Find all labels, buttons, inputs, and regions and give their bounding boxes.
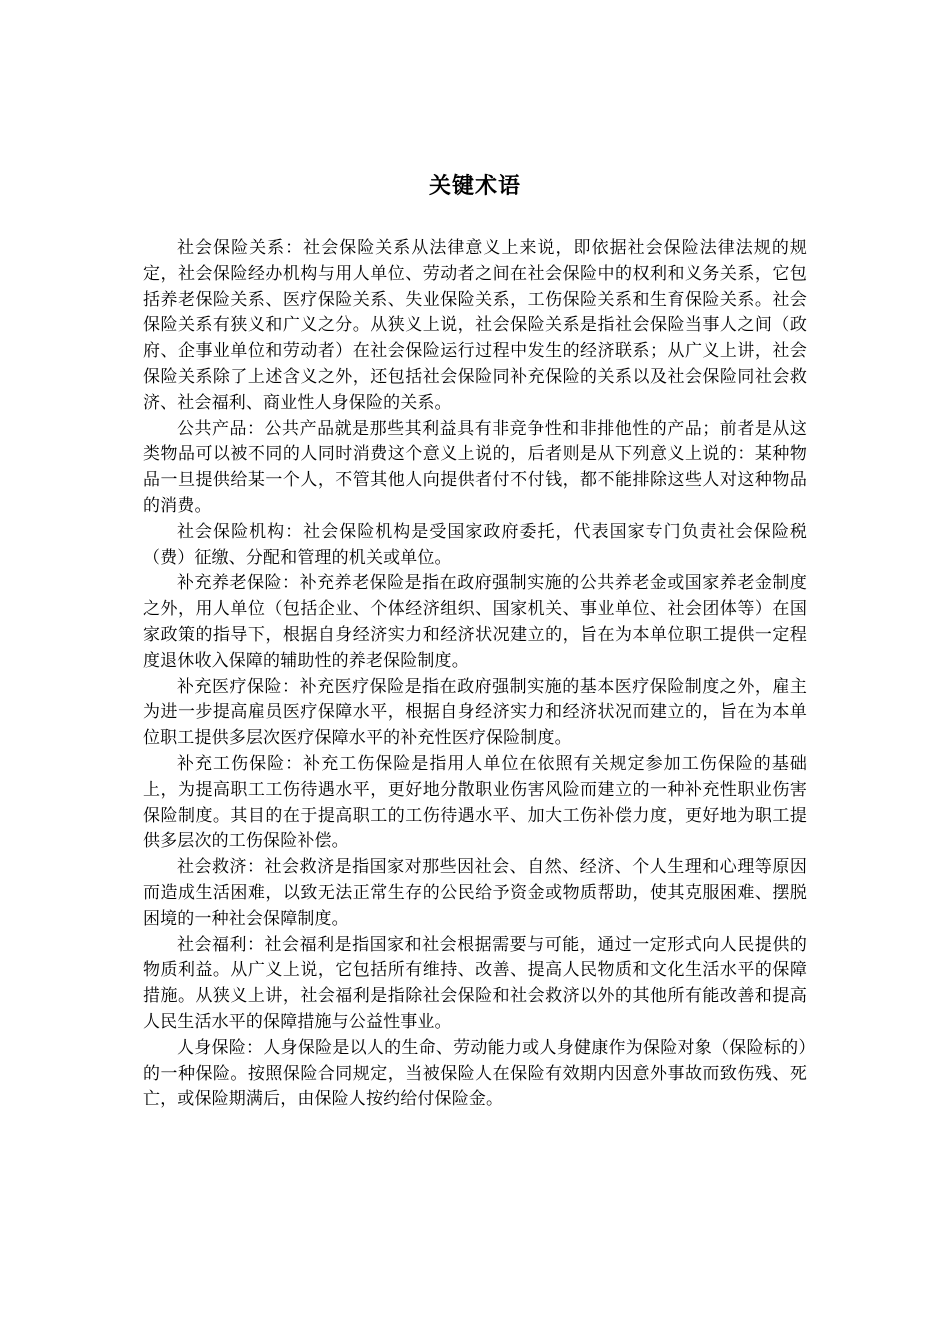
paragraph-social-relief: 社会救济：社会救济是指国家对那些因社会、自然、经济、个人生理和心理等原因而造成生活困难，以致无法正常生存的公民给予资金或物质帮助，使其克服困难、摆脱困境的一种社会保障制度。	[143, 857, 807, 929]
paragraph-supplementary-medical: 补充医疗保险：补充医疗保险是指在政府强制实施的基本医疗保险制度之外，雇主为进一步提高雇员医疗保障水平，根据自身经济实力和经济状况而建立的，旨在为本单位职工提供多层次医疗保障水平的补充性医疗保险制度。	[143, 676, 807, 749]
page-title: 关键术语	[428, 172, 521, 199]
paragraph-supplementary-pension: 补充养老保险：补充养老保险是指在政府强制实施的公共养老金或国家养老金制度之外，用人单位（包括企业、个体经济组织、国家机关、事业单位、社会团体等）在国家政策的指导下，根据自身经济实力和经济状况建立的，旨在为本单位职工提供一定程度退休收入保障的辅助性的养老保险制度。	[143, 573, 807, 671]
document-body	[143, 236, 807, 1113]
paragraph-social-insurance-agency: 社会保险机构：社会保险机构是受国家政府委托，代表国家专门负责社会保险税（费）征缴、分配和管理的机关或单位。	[143, 521, 807, 568]
paragraph-public-goods: 公共产品：公共产品就是那些其利益具有非竞争性和非排他性的产品；前者是从这类物品可以被不同的人同时消费这个意义上说的，后者则是从下列意义上说的：某种物品一旦提供给某一个人，不管其他人向提供者付不付钱，都不能排除这些人对这种物品的消费。	[143, 418, 807, 516]
paragraph-social-welfare: 社会福利：社会福利是指国家和社会根据需要与可能，通过一定形式向人民提供的物质利益。从广义上说，它包括所有维持、改善、提高人民物质和文化生活水平的保障措施。从狭义上讲，社会福利是指除社会保险和社会救济以外的其他所有能改善和提高人民生活水平的保障措施与公益性事业。	[143, 934, 807, 1032]
paragraph-social-insurance-relationship: 社会保险关系：社会保险关系从法律意义上来说，即依据社会保险法律法规的规定，社会保险经办机构与用人单位、劳动者之间在社会保险中的权利和义务关系，它包括养老保险关系、医疗保险关系、失业保险关系，工伤保险关系和生育保险关系。社会保险关系有狭义和广义之分。从狭义上说，社会保险关系是指社会保险当事人之间（政府、企事业单位和劳动者）在社会保险运行过程中发生的经济联系；从广义上讲，社会保险关系除了上述含义之外，还包括社会保险同补充保险的关系以及社会保险同社会救济、社会福利、商业性人身保险的关系。	[143, 238, 807, 413]
paragraph-personal-insurance: 人身保险：人身保险是以人的生命、劳动能力或人身健康作为保险对象（保险标的）的一种保险。按照保险合同规定，当被保险人在保险有效期内因意外事故而致伤残、死亡，或保险期满后，由保险人按约给付保险金。	[143, 1037, 807, 1110]
paragraph-supplementary-work-injury: 补充工伤保险：补充工伤保险是指用人单位在依照有关规定参加工伤保险的基础上，为提高职工工伤待遇水平，更好地分散职业伤害风险而建立的一种补充性职业伤害保险制度。其目的在于提高职工的工伤待遇水平、加大工伤补偿力度，更好地为职工提供多层次的工伤保险补偿。	[143, 753, 807, 852]
